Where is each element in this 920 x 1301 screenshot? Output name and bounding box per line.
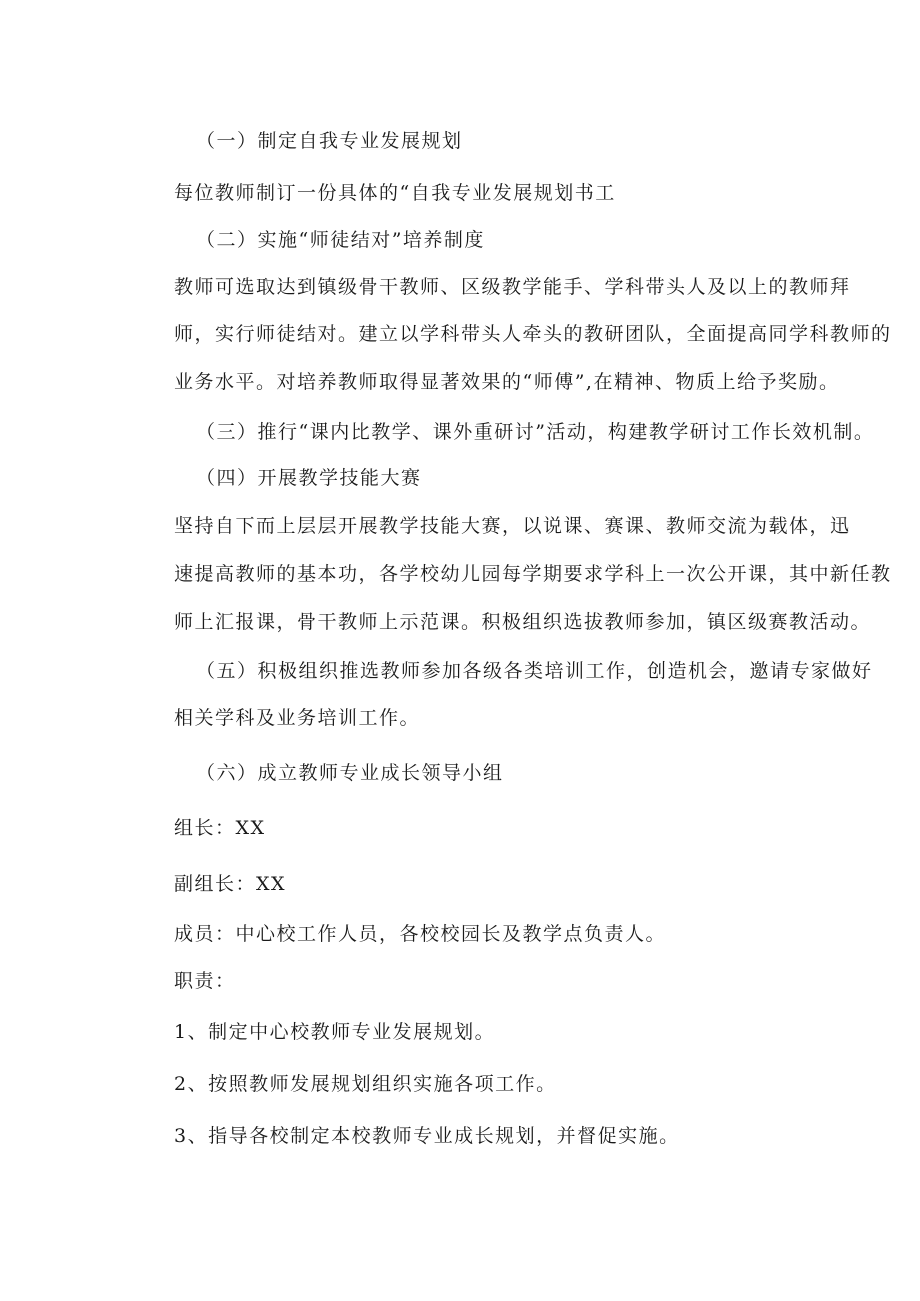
section3-heading: （三）推行“课内比教学、课外重研讨”活动，构建教学研讨工作长效机制。: [196, 421, 875, 443]
section2-line-2: 师，实行师徒结对。建立以学科带头人牵头的教研团队，全面提高同学科教师的: [174, 323, 892, 345]
section2-line-1: 教师可选取达到镇级骨干教师、区级教学能手、学科带头人及以上的教师拜: [174, 276, 851, 298]
section5-line-1: （五）积极组织推选教师参加各级各类培训工作，创造机会，邀请专家做好: [196, 660, 873, 682]
section6-heading: （六）成立教师专业成长领导小组: [196, 762, 504, 784]
duty-item-1: 1、制定中心校教师专业发展规划。: [174, 1021, 496, 1043]
section2-heading: （二）实施“师徒结对”培养制度: [196, 229, 485, 251]
section4-line-2: 速提高教师的基本功，各学校幼儿园每学期要求学科上一次公开课，其中新任教: [174, 563, 892, 585]
section1-text: 每位教师制订一份具体的“自我专业发展规划书工: [174, 182, 616, 204]
section2-line-3: 业务水平。对培养教师取得显著效果的“师傅”,在精神、物质上给予奖励。: [174, 371, 840, 393]
duties-label: 职责：: [174, 970, 236, 992]
deputy-line: 副组长：XX: [174, 873, 287, 895]
leader-line: 组长：XX: [174, 817, 266, 839]
duty-item-2: 2、按照教师发展规划组织实施各项工作。: [174, 1073, 557, 1095]
section5-line-2: 相关学科及业务培训工作。: [174, 707, 421, 729]
section4-line-1: 坚持自下而上层层开展教学技能大赛，以说课、赛课、教师交流为载体，迅: [174, 515, 851, 537]
section4-heading: （四）开展教学技能大赛: [196, 467, 422, 489]
section1-heading: （一）制定自我专业发展规划: [196, 130, 463, 152]
duty-item-3: 3、指导各校制定本校教师专业成长规划，并督促实施。: [174, 1125, 680, 1147]
section4-line-3: 师上汇报课，骨干教师上示范课。积极组织选拔教师参加，镇区级赛教活动。: [174, 611, 872, 633]
members-line: 成员：中心校工作人员，各校校园长及教学点负责人。: [174, 923, 667, 945]
